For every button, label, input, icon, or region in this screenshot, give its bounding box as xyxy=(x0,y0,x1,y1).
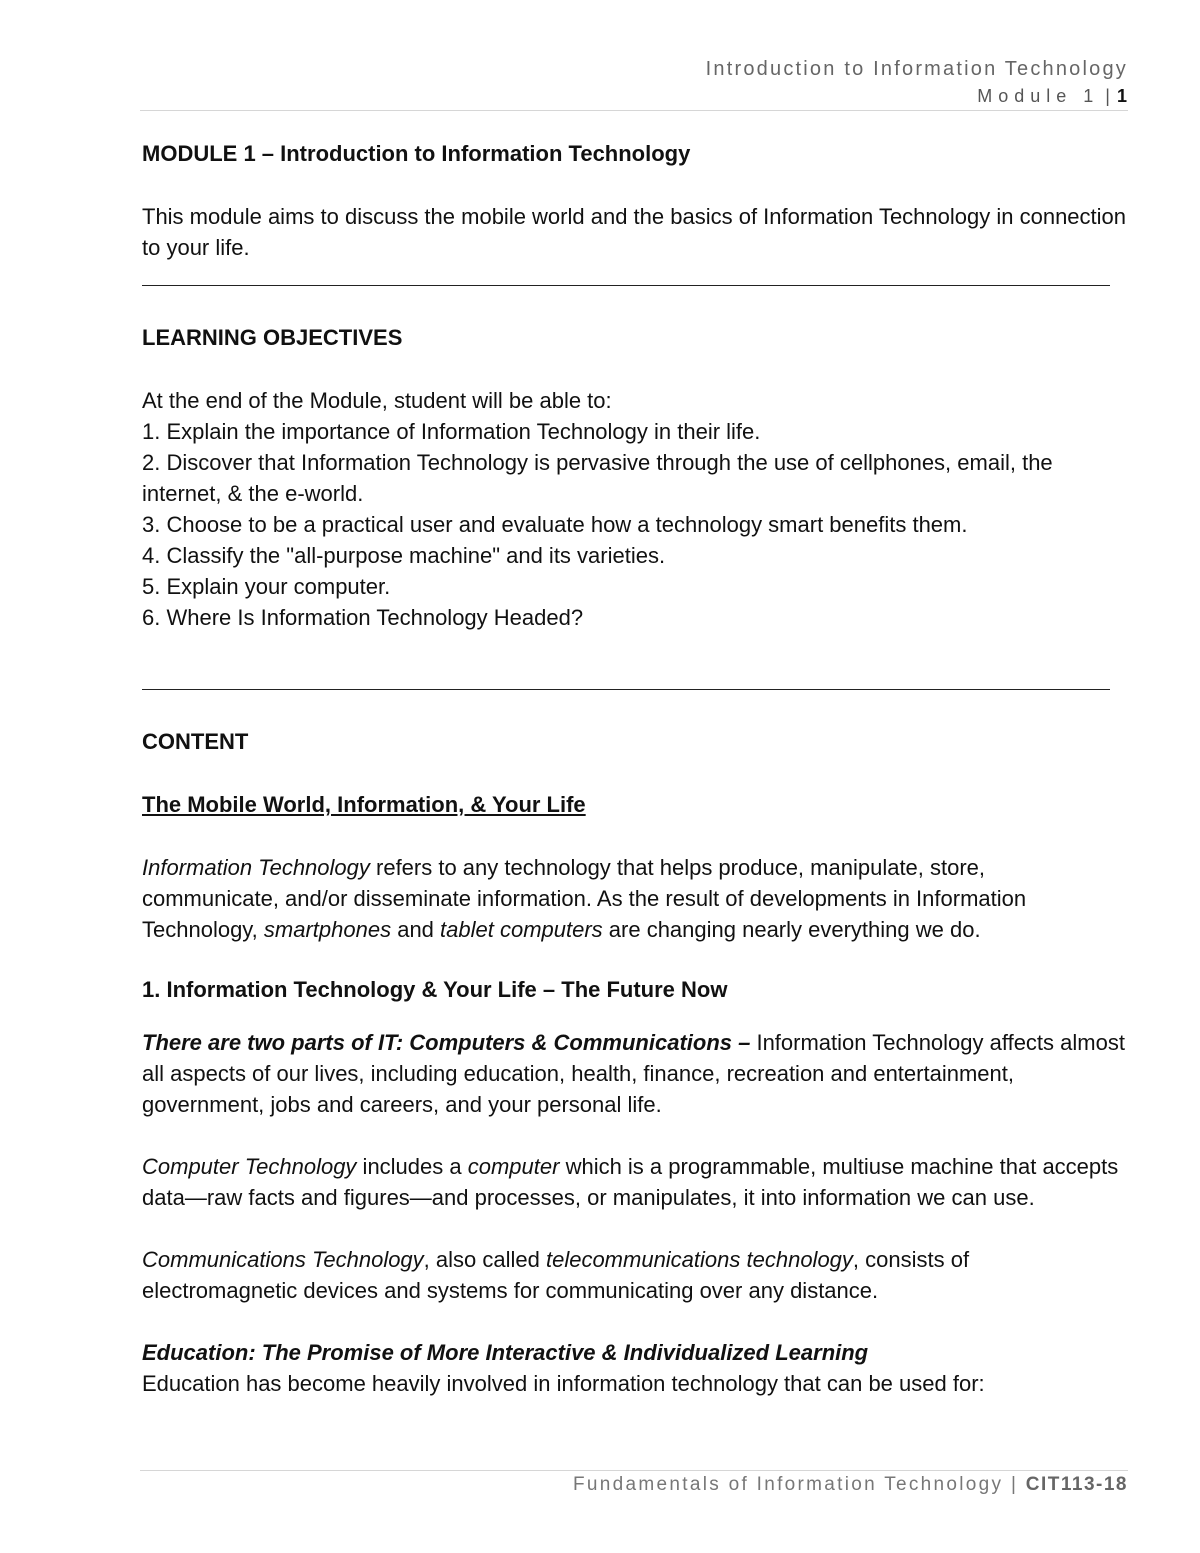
module-aim: This module aims to discuss the mobile world and the basics of Information Technology in connection to your life. xyxy=(142,204,1127,260)
objectives-list xyxy=(142,416,1127,633)
term-telecommunications-technology: telecommunications technology xyxy=(545,1247,853,1272)
footer: Fundamentals of Information Technology | CIT113-18 xyxy=(573,1474,1128,1495)
term-information-technology: Information Technology xyxy=(142,855,370,880)
content-heading: CONTENT xyxy=(142,729,249,754)
objective-item: 4. Classify the "all-purpose machine" and its varieties. xyxy=(142,543,666,568)
term-tablet-computers: tablet computers xyxy=(440,917,603,942)
it-definition-paragraph: Information Technology refers to any technology that helps produce, manipulate, store, communicate, and/or disseminate information. As the result of developments in Information Technology, smartphones and tablet computers are changing nearly everything we do. xyxy=(142,855,1027,942)
module-title: MODULE 1 – Introduction to Information Technology xyxy=(142,141,691,166)
term-computer: computer xyxy=(467,1154,560,1179)
header-module: Module 1 xyxy=(977,86,1100,106)
computer-technology-paragraph: Computer Technology includes a computer which is a programmable, multiuse machine that accepts data—raw facts and figures—and processes, or manipulates, it into information we can use. xyxy=(142,1154,1119,1210)
term-communications-technology: Communications Technology xyxy=(142,1247,424,1272)
objectives-heading: LEARNING OBJECTIVES xyxy=(142,325,403,350)
header-title: Introduction to Information Technology xyxy=(705,58,1128,80)
term-smartphones: smartphones xyxy=(263,917,392,942)
footer-divider xyxy=(140,1470,1128,1471)
header-page-number: 1 xyxy=(1116,86,1128,106)
objective-item: 5. Explain your computer. xyxy=(142,574,391,599)
education-heading: Education: The Promise of More Interactive & Individualized Learning xyxy=(142,1340,869,1365)
header-module-line: Module 1 | 1 xyxy=(977,86,1128,106)
communications-technology-paragraph: Communications Technology, also called telecommunications technology, consists of electromagnetic devices and systems for communicating over any distance. xyxy=(142,1247,970,1303)
education-text: Education has become heavily involved in information technology that can be used for: xyxy=(142,1371,985,1396)
objective-item: 3. Choose to be a practical user and evaluate how a technology smart benefits them. xyxy=(142,512,968,537)
two-parts-lead: There are two parts of IT: Computers & Communications – xyxy=(142,1030,751,1055)
objective-item: 6. Where Is Information Technology Headed? xyxy=(142,605,584,630)
objectives-intro: At the end of the Module, student will be able to: xyxy=(142,388,612,413)
section-title: The Mobile World, Information, & Your Life xyxy=(142,792,586,817)
subsection-title: 1. Information Technology & Your Life – The Future Now xyxy=(142,977,728,1002)
footer-course: Fundamentals of Information Technology xyxy=(573,1474,1004,1495)
footer-course-code: CIT113-18 xyxy=(1025,1474,1128,1495)
term-computer-technology: Computer Technology xyxy=(142,1154,357,1179)
section-divider xyxy=(142,689,1110,690)
objective-item: 1. Explain the importance of Information Technology in their life. xyxy=(142,419,761,444)
objective-item: 2. Discover that Information Technology is pervasive through the use of cellphones, email, the internet, & the e-world. xyxy=(142,450,1053,506)
two-parts-paragraph: There are two parts of IT: Computers & Communications – Information Technology affects almost all aspects of our lives, including education, health, finance, recreation and entertainment, government, jobs and careers, and your personal life. xyxy=(142,1030,1125,1117)
section-divider xyxy=(142,285,1110,286)
document-body xyxy=(142,138,1127,1399)
header-divider xyxy=(140,110,1128,111)
